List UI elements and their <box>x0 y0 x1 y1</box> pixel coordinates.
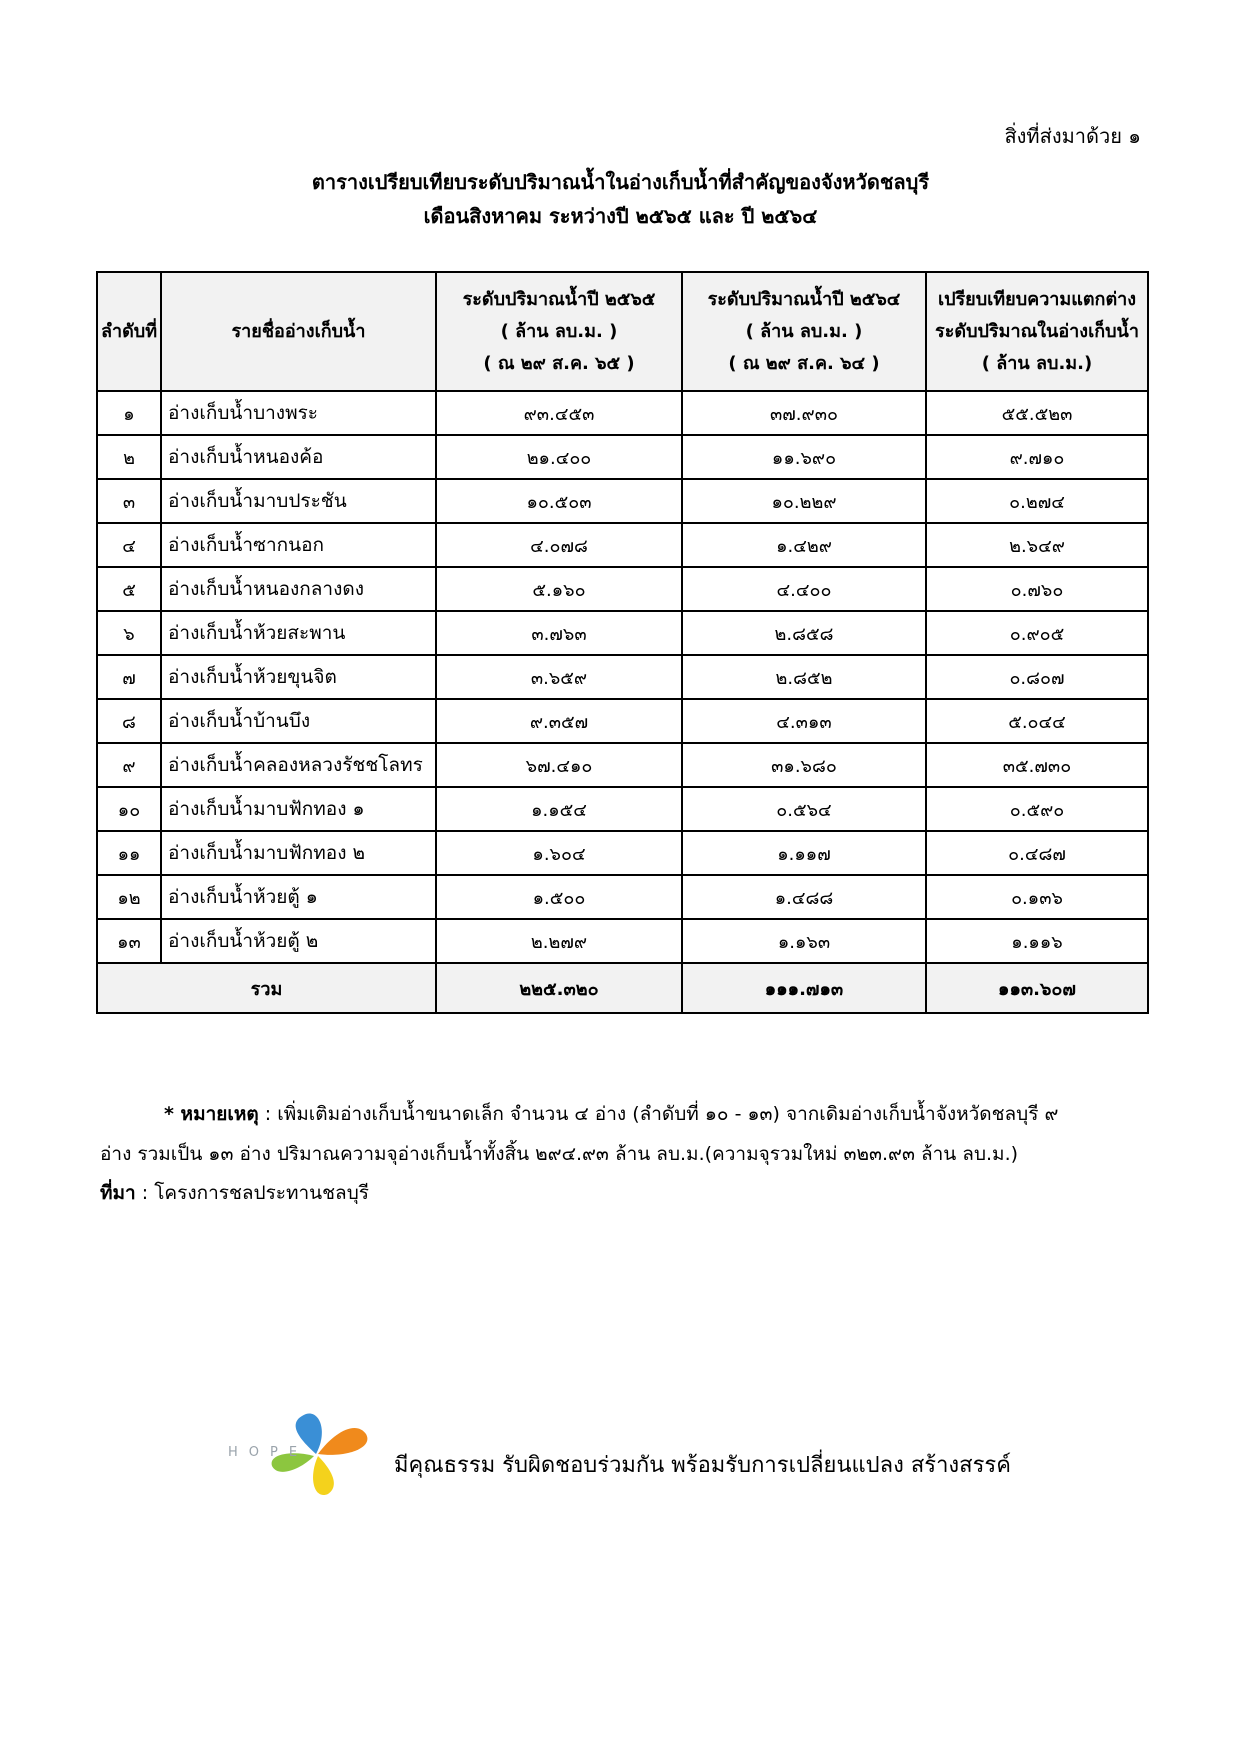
volume-2564: ๑๐.๒๒๙ <box>682 479 926 523</box>
reservoir-name: อ่างเก็บน้ำมาบฟักทอง ๑ <box>161 787 436 831</box>
table-row <box>97 743 1148 787</box>
volume-diff: ๐.๔๘๗ <box>926 831 1148 875</box>
volume-2565: ๓.๖๕๙ <box>436 655 682 699</box>
total-diff: ๑๑๓.๖๐๗ <box>926 963 1148 1013</box>
volume-2564: ๔.๓๑๓ <box>682 699 926 743</box>
hope-logo <box>228 1408 393 1498</box>
table-row <box>97 567 1148 611</box>
source-text: : โครงการชลประทานชลบุรี <box>135 1182 369 1204</box>
table-row <box>97 391 1148 435</box>
source-label: ที่มา <box>100 1182 136 1204</box>
volume-2565: ๑.๑๕๔ <box>436 787 682 831</box>
table-row <box>97 831 1148 875</box>
header-2564-line: ( ล้าน ลบ.ม. ) <box>745 320 863 342</box>
volume-diff: ๕.๐๔๔ <box>926 699 1148 743</box>
remark-note <box>100 1094 1090 1174</box>
logo-text: HOPE <box>228 1445 309 1460</box>
volume-2565: ๔.๐๗๘ <box>436 523 682 567</box>
header-2565 <box>436 272 682 391</box>
volume-2564: ๑.๑๑๗ <box>682 831 926 875</box>
total-label: รวม <box>97 963 436 1013</box>
total-2565: ๒๒๕.๓๒๐ <box>436 963 682 1013</box>
volume-diff: ๕๕.๕๒๓ <box>926 391 1148 435</box>
reservoir-name: อ่างเก็บน้ำบางพระ <box>161 391 436 435</box>
logo-petal-orange <box>318 1428 367 1455</box>
table-row <box>97 611 1148 655</box>
volume-2565: ๕.๑๖๐ <box>436 567 682 611</box>
row-number: ๕ <box>97 567 161 611</box>
volume-diff: ๐.๙๐๕ <box>926 611 1148 655</box>
volume-2565: ๑.๕๐๐ <box>436 875 682 919</box>
header-2564-line: ( ณ ๒๙ ส.ค. ๖๔ ) <box>728 352 880 374</box>
row-number: ๖ <box>97 611 161 655</box>
header-diff <box>926 272 1148 391</box>
volume-diff: ๐.๘๐๗ <box>926 655 1148 699</box>
volume-diff: ๑.๑๑๖ <box>926 919 1148 963</box>
reservoir-name: อ่างเก็บน้ำคลองหลวงรัชชโลทร <box>161 743 436 787</box>
volume-2564: ๑.๔๘๘ <box>682 875 926 919</box>
table-row <box>97 875 1148 919</box>
volume-diff: ๐.๒๗๔ <box>926 479 1148 523</box>
document-subtitle: เดือนสิงหาคม ระหว่างปี ๒๕๖๕ และ ปี ๒๕๖๔ <box>423 204 818 228</box>
reservoir-name: อ่างเก็บน้ำห้วยขุนจิต <box>161 655 436 699</box>
logo-petal-yellow <box>313 1456 334 1495</box>
volume-2564: ๒.๘๕๒ <box>682 655 926 699</box>
reservoir-name: อ่างเก็บน้ำหนองกลางดง <box>161 567 436 611</box>
volume-2565: ๖๗.๔๑๐ <box>436 743 682 787</box>
volume-2565: ๑.๖๐๔ <box>436 831 682 875</box>
remark-text: : เพิ่มเติมอ่างเก็บน้ำขนาดเล็ก จำนวน ๔ อ่าง (ลำดับที่ ๑๐ - ๑๓) จากเดิมอ่างเก็บน้ำจังหวัดชลบุรี ๙ อ่าง รวมเป็น ๑๓ อ่าง ปริมาณความจุอ่างเก็บน้ำทั้งสิ้น ๒๙๔.๙๓ ล้าน ลบ.ม.(ความจุรวมใหม่ ๓๒๓.๙๓ ล้าน ลบ.ม.) <box>100 1103 1059 1165</box>
volume-2564: ๑.๔๒๙ <box>682 523 926 567</box>
attachment-label: สิ่งที่ส่งมาด้วย ๑ <box>1004 124 1141 148</box>
volume-2565: ๙๓.๔๕๓ <box>436 391 682 435</box>
header-diff-line: เปรียบเทียบความแตกต่าง <box>937 288 1137 310</box>
header-diff-line: ( ล้าน ลบ.ม.) <box>981 352 1093 374</box>
reservoir-name: อ่างเก็บน้ำซากนอก <box>161 523 436 567</box>
reservoir-table <box>96 271 1149 1014</box>
table-body <box>97 391 1148 963</box>
volume-2564: ๓๑.๖๘๐ <box>682 743 926 787</box>
row-number: ๑๑ <box>97 831 161 875</box>
volume-diff: ๐.๕๙๐ <box>926 787 1148 831</box>
row-number: ๑๓ <box>97 919 161 963</box>
row-number: ๒ <box>97 435 161 479</box>
volume-diff: ๐.๗๖๐ <box>926 567 1148 611</box>
header-no: ลำดับที่ <box>97 272 161 391</box>
volume-2565: ๒๑.๔๐๐ <box>436 435 682 479</box>
document-title: ตารางเปรียบเทียบระดับปริมาณน้ำในอ่างเก็บน้ำที่สำคัญของจังหวัดชลบุรี <box>311 170 930 194</box>
header-diff-line: ระดับปริมาณในอ่างเก็บน้ำ <box>935 320 1139 342</box>
row-number: ๓ <box>97 479 161 523</box>
volume-2565: ๓.๗๖๓ <box>436 611 682 655</box>
volume-2565: ๒.๒๗๙ <box>436 919 682 963</box>
table-row <box>97 787 1148 831</box>
total-2564: ๑๑๑.๗๑๓ <box>682 963 926 1013</box>
reservoir-name: อ่างเก็บน้ำมาบประชัน <box>161 479 436 523</box>
reservoir-name: อ่างเก็บน้ำบ้านบึง <box>161 699 436 743</box>
volume-2565: ๙.๓๕๗ <box>436 699 682 743</box>
table-row <box>97 919 1148 963</box>
header-name: รายชื่ออ่างเก็บน้ำ <box>161 272 436 391</box>
volume-diff: ๐.๑๓๖ <box>926 875 1148 919</box>
row-number: ๔ <box>97 523 161 567</box>
table-row <box>97 655 1148 699</box>
row-number: ๑ <box>97 391 161 435</box>
footer-slogan: มีคุณธรรม รับผิดชอบร่วมกัน พร้อมรับการเปลี่ยนแปลง สร้างสรรค์ <box>394 1453 1011 1478</box>
volume-2564: ๐.๕๖๔ <box>682 787 926 831</box>
volume-2564: ๔.๔๐๐ <box>682 567 926 611</box>
remark-label: * หมายเหตุ <box>164 1103 259 1125</box>
reservoir-name: อ่างเก็บน้ำห้วยตู้ ๑ <box>161 875 436 919</box>
table-row <box>97 435 1148 479</box>
volume-diff: ๒.๖๔๙ <box>926 523 1148 567</box>
volume-2564: ๓๗.๙๓๐ <box>682 391 926 435</box>
reservoir-name: อ่างเก็บน้ำมาบฟักทอง ๒ <box>161 831 436 875</box>
row-number: ๙ <box>97 743 161 787</box>
row-number: ๗ <box>97 655 161 699</box>
table-row <box>97 479 1148 523</box>
table-header-row <box>97 272 1148 391</box>
reservoir-name: อ่างเก็บน้ำห้วยสะพาน <box>161 611 436 655</box>
table-row <box>97 523 1148 567</box>
header-2564 <box>682 272 926 391</box>
reservoir-name: อ่างเก็บน้ำหนองค้อ <box>161 435 436 479</box>
row-number: ๑๒ <box>97 875 161 919</box>
table-row <box>97 699 1148 743</box>
header-2565-line: ระดับปริมาณน้ำปี ๒๕๖๕ <box>462 288 656 310</box>
header-2565-line: ( ณ ๒๙ ส.ค. ๖๕ ) <box>483 352 635 374</box>
volume-2565: ๑๐.๕๐๓ <box>436 479 682 523</box>
table-total-row <box>97 963 1148 1013</box>
reservoir-name: อ่างเก็บน้ำห้วยตู้ ๒ <box>161 919 436 963</box>
row-number: ๘ <box>97 699 161 743</box>
volume-2564: ๒.๘๕๘ <box>682 611 926 655</box>
row-number: ๑๐ <box>97 787 161 831</box>
header-2565-line: ( ล้าน ลบ.ม. ) <box>500 320 618 342</box>
volume-diff: ๓๕.๗๓๐ <box>926 743 1148 787</box>
header-2564-line: ระดับปริมาณน้ำปี ๒๕๖๔ <box>707 288 901 310</box>
source-note <box>100 1178 369 1208</box>
volume-2564: ๑๑.๖๙๐ <box>682 435 926 479</box>
volume-diff: ๙.๗๑๐ <box>926 435 1148 479</box>
volume-2564: ๑.๑๖๓ <box>682 919 926 963</box>
